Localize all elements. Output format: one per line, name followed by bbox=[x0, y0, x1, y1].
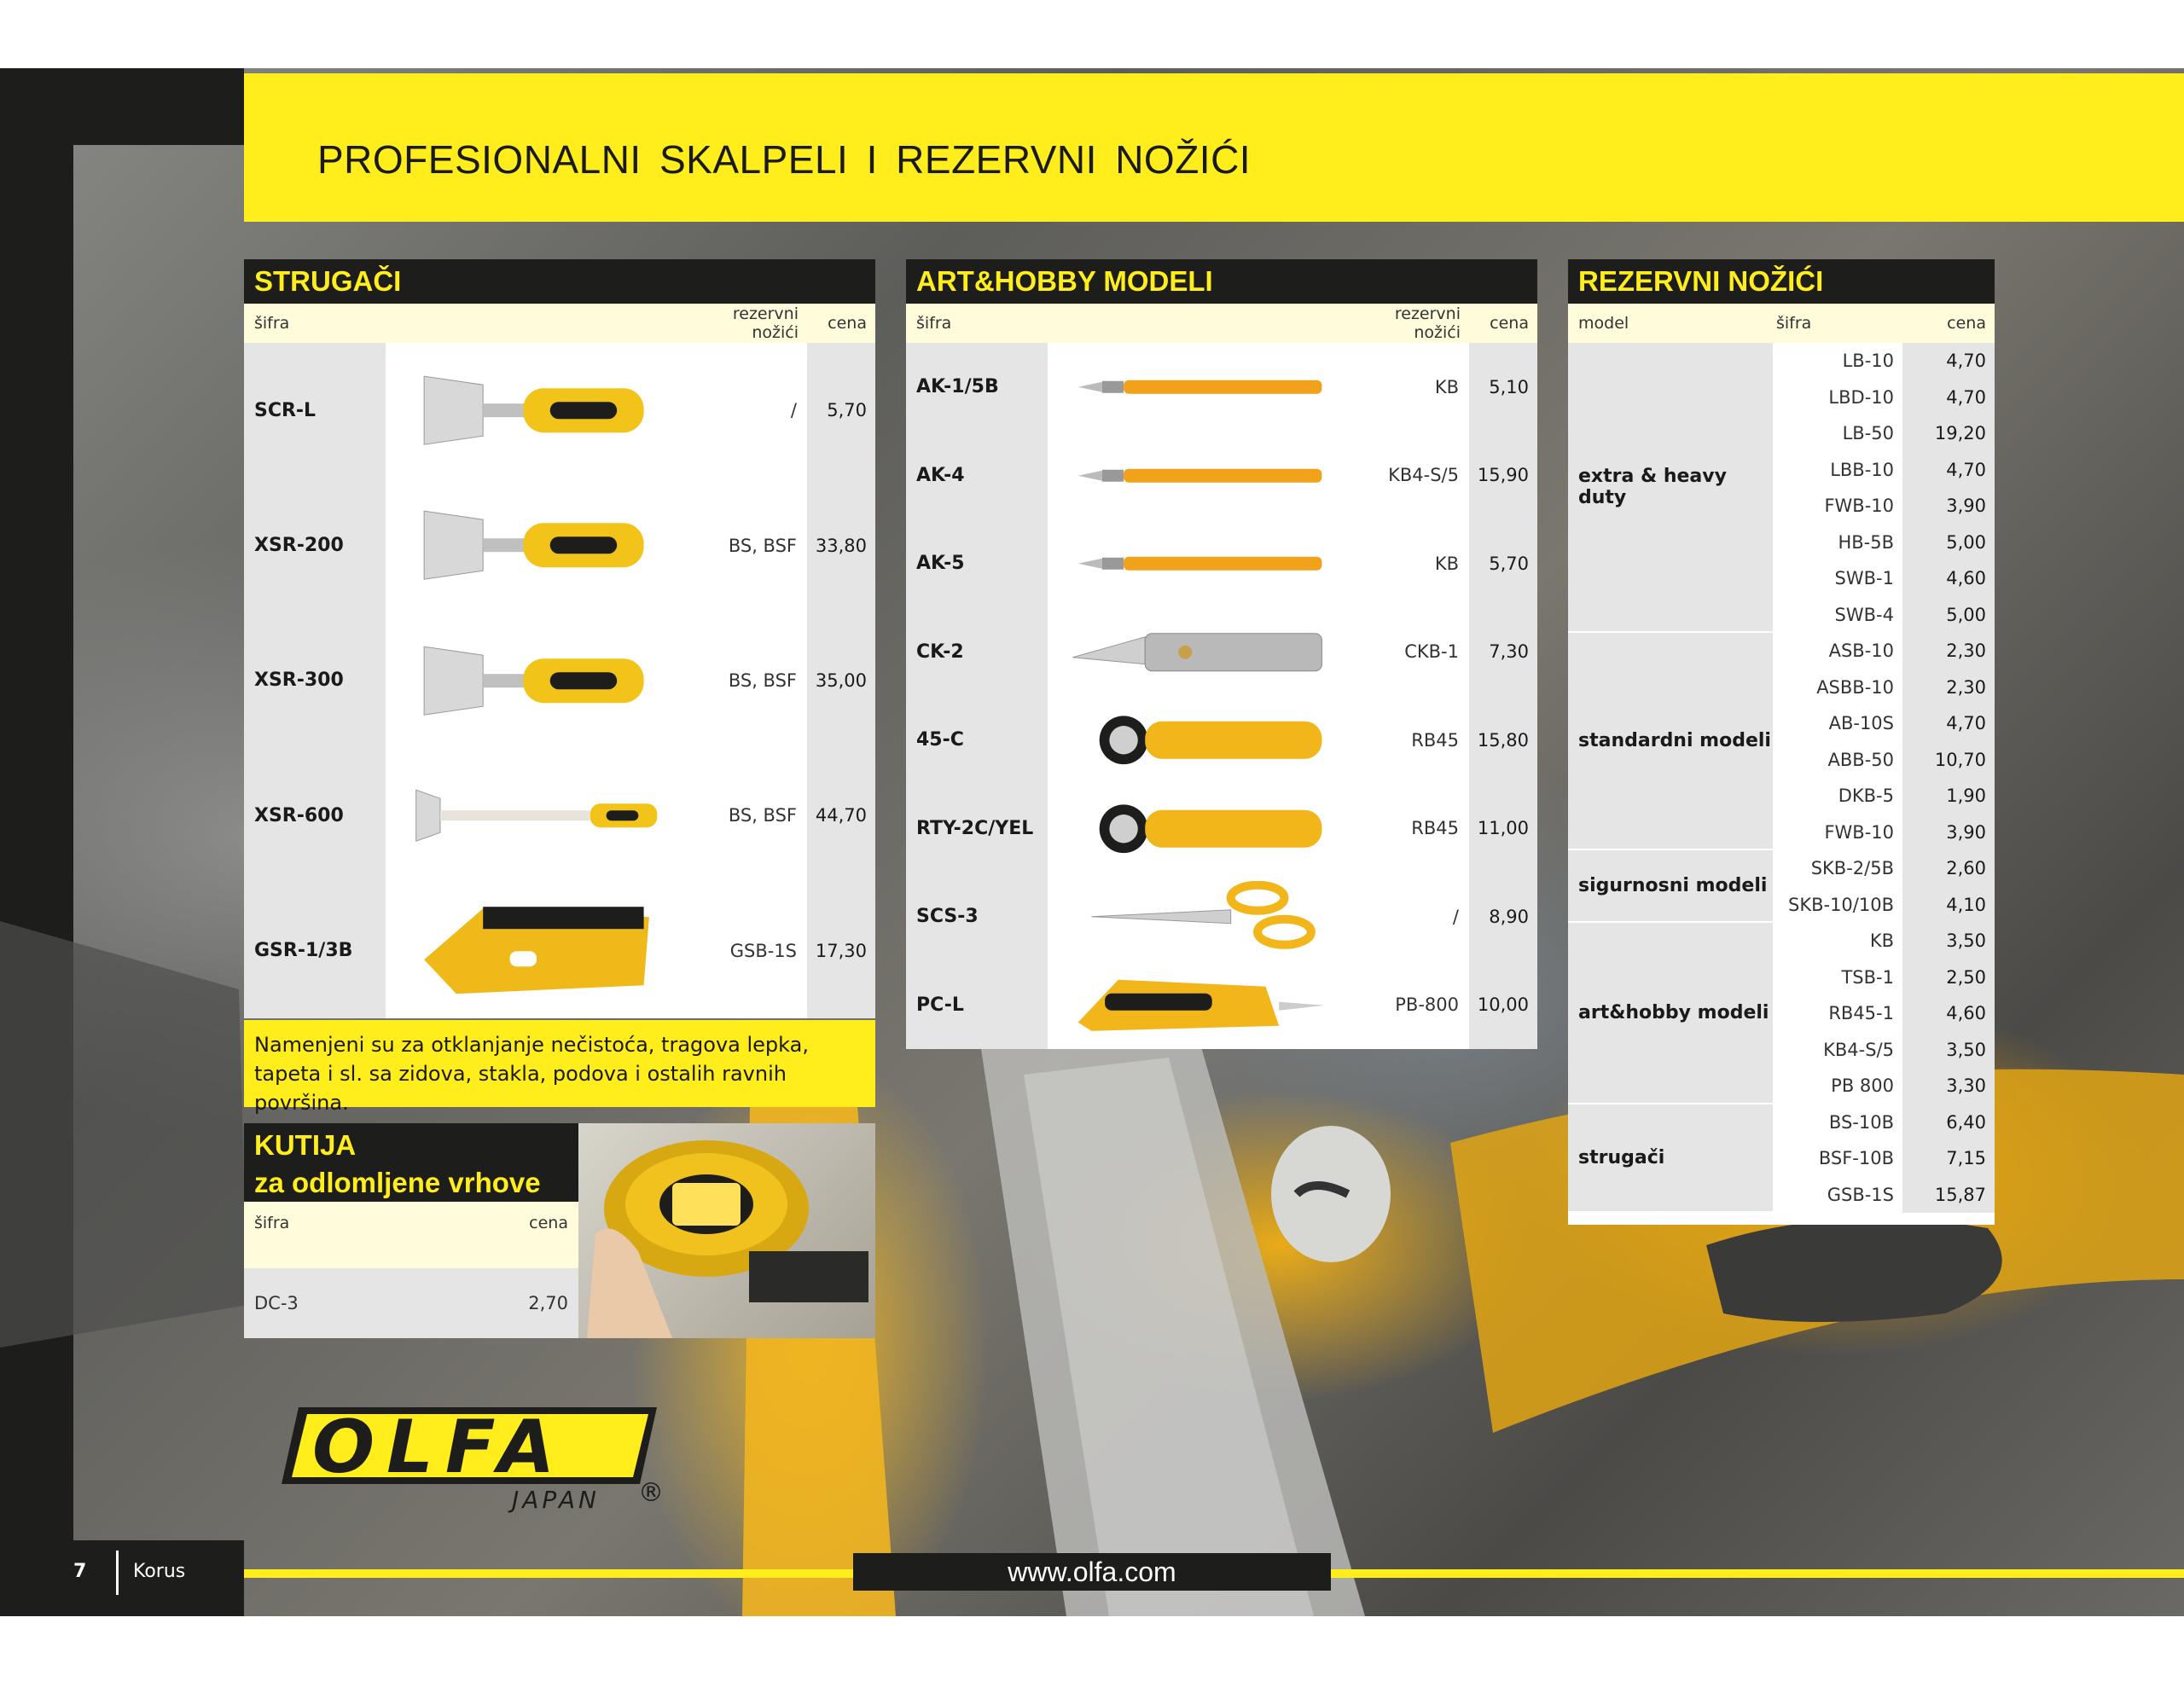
blade-price: 4,70 bbox=[1902, 705, 1995, 742]
product-image bbox=[386, 748, 688, 883]
table-row bbox=[1773, 452, 1995, 489]
kutija-code: DC-3 bbox=[254, 1293, 299, 1313]
strugaci-column-headers bbox=[244, 304, 875, 343]
blade-codes: KB bbox=[1350, 343, 1469, 432]
blade-group bbox=[1568, 633, 1995, 850]
blade-codes: RB45 bbox=[1350, 785, 1469, 873]
product-image bbox=[1048, 696, 1350, 785]
kutija-price: 2,70 bbox=[528, 1293, 568, 1313]
price: 8,90 bbox=[1469, 872, 1537, 961]
blade-code: LBB-10 bbox=[1773, 452, 1902, 489]
blade-codes: KB bbox=[1350, 519, 1469, 608]
scissors-icon bbox=[1065, 881, 1333, 953]
col-sifra: šifra bbox=[254, 314, 290, 333]
blade-price: 2,30 bbox=[1902, 670, 1995, 706]
table-row bbox=[1773, 670, 1995, 706]
blade-group-model: art&hobby modeli bbox=[1568, 923, 1773, 1104]
blade-price: 7,15 bbox=[1902, 1140, 1995, 1177]
blade-price: 10,70 bbox=[1902, 742, 1995, 779]
blade-group-items bbox=[1773, 343, 1995, 633]
blade-group-items bbox=[1773, 850, 1995, 923]
price: 44,70 bbox=[807, 748, 875, 883]
blade-price: 3,90 bbox=[1902, 488, 1995, 525]
art-hobby-panel bbox=[906, 259, 1537, 1117]
art-hobby-title: ART&HOBBY MODELI bbox=[906, 259, 1537, 304]
rotary-cutter-icon bbox=[1065, 793, 1333, 865]
blade-group-model: standardni modeli bbox=[1568, 633, 1773, 850]
table-row bbox=[1773, 995, 1995, 1032]
product-image bbox=[1048, 961, 1350, 1050]
table-row bbox=[244, 478, 875, 612]
table-row bbox=[906, 696, 1537, 785]
glass-scraper-icon bbox=[403, 892, 671, 1010]
rezervni-panel bbox=[1568, 259, 1995, 1225]
header-bar bbox=[244, 73, 2184, 222]
svg-text:®: ® bbox=[638, 1478, 664, 1508]
blade-group bbox=[1568, 850, 1995, 923]
blade-price: 15,87 bbox=[1902, 1177, 1995, 1214]
table-row bbox=[1773, 488, 1995, 525]
table-row bbox=[906, 872, 1537, 961]
product-image bbox=[1048, 872, 1350, 961]
olfa-logo bbox=[282, 1399, 674, 1522]
blade-code: BS-10B bbox=[1773, 1104, 1902, 1141]
blade-price: 4,10 bbox=[1902, 887, 1995, 924]
catalog-page bbox=[0, 68, 2184, 1616]
blade-price: 2,60 bbox=[1902, 850, 1995, 887]
blade-code: PB 800 bbox=[1773, 1068, 1902, 1104]
table-row bbox=[906, 519, 1537, 608]
price: 35,00 bbox=[807, 613, 875, 748]
blade-price: 4,60 bbox=[1902, 560, 1995, 597]
blade-code: FWB-10 bbox=[1773, 815, 1902, 851]
kutija-col-sifra: šifra bbox=[254, 1214, 290, 1232]
blade-group bbox=[1568, 1104, 1995, 1214]
footer-url[interactable]: www.olfa.com bbox=[853, 1553, 1331, 1591]
table-row bbox=[1773, 887, 1995, 924]
blade-group bbox=[1568, 343, 1995, 633]
kutija-col-cena: cena bbox=[529, 1214, 568, 1232]
table-row bbox=[1773, 1177, 1995, 1214]
art-knife-icon bbox=[1065, 528, 1333, 600]
table-row bbox=[1773, 1032, 1995, 1069]
blade-code: SKB-10/10B bbox=[1773, 887, 1902, 924]
blade-price: 1,90 bbox=[1902, 778, 1995, 815]
col-rezervni: rezervni nožići bbox=[732, 304, 799, 342]
blade-group-model: extra & heavy duty bbox=[1568, 343, 1773, 633]
product-code: XSR-200 bbox=[244, 478, 386, 612]
blade-code: ABB-50 bbox=[1773, 742, 1902, 779]
plastic-cutter-icon bbox=[1065, 970, 1333, 1041]
product-code: AK-4 bbox=[906, 432, 1048, 520]
table-row bbox=[1773, 742, 1995, 779]
blade-codes: PB-800 bbox=[1350, 961, 1469, 1050]
svg-text:OLFA: OLFA bbox=[312, 1405, 567, 1490]
table-row bbox=[1773, 850, 1995, 887]
price: 7,30 bbox=[1469, 608, 1537, 697]
table-row bbox=[1773, 1140, 1995, 1177]
product-code: AK-1/5B bbox=[906, 343, 1048, 432]
price: 11,00 bbox=[1469, 785, 1537, 873]
blade-code: BSF-10B bbox=[1773, 1140, 1902, 1177]
page-number: 7 bbox=[73, 1561, 87, 1582]
price: 15,80 bbox=[1469, 696, 1537, 785]
table-row bbox=[244, 748, 875, 883]
blade-price: 5,00 bbox=[1902, 525, 1995, 561]
blade-code: GSB-1S bbox=[1773, 1177, 1902, 1214]
table-row bbox=[1773, 525, 1995, 561]
price: 33,80 bbox=[807, 478, 875, 612]
rezervni-column-headers bbox=[1568, 304, 1995, 343]
blade-box-icon bbox=[578, 1123, 875, 1338]
product-code: XSR-300 bbox=[244, 613, 386, 748]
product-image bbox=[1048, 343, 1350, 432]
col-model: model bbox=[1578, 314, 1629, 333]
product-image bbox=[1048, 432, 1350, 520]
kutija-title-line1: KUTIJA bbox=[254, 1129, 357, 1161]
blade-price: 4,70 bbox=[1902, 452, 1995, 489]
blade-price: 19,20 bbox=[1902, 415, 1995, 452]
table-row bbox=[906, 785, 1537, 873]
blade-code: KB4-S/5 bbox=[1773, 1032, 1902, 1069]
product-code: PC-L bbox=[906, 961, 1048, 1050]
product-image bbox=[386, 478, 688, 612]
blade-price: 3,50 bbox=[1902, 923, 1995, 959]
col-cena: cena bbox=[1490, 314, 1529, 333]
blade-codes: GSB-1S bbox=[688, 884, 807, 1018]
product-code: GSR-1/3B bbox=[244, 884, 386, 1018]
product-code: 45-C bbox=[906, 696, 1048, 785]
col-rezervni: rezervni nožići bbox=[1394, 304, 1461, 342]
strugaci-panel bbox=[244, 259, 875, 1129]
blade-price: 5,00 bbox=[1902, 597, 1995, 634]
blade-codes: BS, BSF bbox=[688, 478, 807, 612]
kutija-title bbox=[244, 1123, 578, 1202]
table-row bbox=[244, 1268, 578, 1338]
blade-code: FWB-10 bbox=[1773, 488, 1902, 525]
blade-code: SKB-2/5B bbox=[1773, 850, 1902, 887]
kutija-table bbox=[244, 1123, 578, 1338]
blade-codes: RB45 bbox=[1350, 696, 1469, 785]
product-image bbox=[386, 613, 688, 748]
table-row bbox=[1773, 597, 1995, 634]
blade-code: DKB-5 bbox=[1773, 778, 1902, 815]
blade-price: 3,50 bbox=[1902, 1032, 1995, 1069]
blade-code: AB-10S bbox=[1773, 705, 1902, 742]
product-code: SCR-L bbox=[244, 343, 386, 478]
blade-price: 4,60 bbox=[1902, 995, 1995, 1032]
product-code: CK-2 bbox=[906, 608, 1048, 697]
blade-code: ASB-10 bbox=[1773, 633, 1902, 670]
table-row bbox=[906, 432, 1537, 520]
product-image bbox=[1048, 519, 1350, 608]
rotary-cutter-icon bbox=[1065, 704, 1333, 776]
kutija-column-headers bbox=[244, 1202, 578, 1268]
table-row bbox=[906, 961, 1537, 1050]
blade-price: 3,90 bbox=[1902, 815, 1995, 851]
blade-code: KB bbox=[1773, 923, 1902, 959]
blade-group-model: strugači bbox=[1568, 1104, 1773, 1214]
product-code: AK-5 bbox=[906, 519, 1048, 608]
price: 5,70 bbox=[807, 343, 875, 478]
blade-code: LB-10 bbox=[1773, 343, 1902, 380]
art-knife-icon bbox=[1065, 351, 1333, 423]
product-code: XSR-600 bbox=[244, 748, 386, 883]
table-row bbox=[1773, 959, 1995, 996]
svg-text:JAPAN: JAPAN bbox=[512, 1486, 601, 1514]
scraper-icon bbox=[403, 622, 671, 739]
long-scraper-icon bbox=[403, 757, 671, 874]
blade-code: LB-50 bbox=[1773, 415, 1902, 452]
page-title: PROFESIONALNI SKALPELI I REZERVNI NOŽIĆI bbox=[317, 137, 1252, 182]
table-row bbox=[1773, 380, 1995, 416]
kutija-title-line2: za odlomljene vrhove bbox=[254, 1167, 541, 1198]
blade-codes: BS, BSF bbox=[688, 613, 807, 748]
blade-code: RB45-1 bbox=[1773, 995, 1902, 1032]
blade-code: SWB-4 bbox=[1773, 597, 1902, 634]
price: 17,30 bbox=[807, 884, 875, 1018]
olfa-logo-icon bbox=[282, 1399, 674, 1518]
blade-group-items bbox=[1773, 633, 1995, 850]
table-row bbox=[1773, 923, 1995, 959]
price: 5,70 bbox=[1469, 519, 1537, 608]
page-separator bbox=[116, 1551, 119, 1595]
table-row bbox=[244, 613, 875, 748]
table-row bbox=[1773, 815, 1995, 851]
blade-codes: / bbox=[688, 343, 807, 478]
blade-price: 4,70 bbox=[1902, 343, 1995, 380]
price: 10,00 bbox=[1469, 961, 1537, 1050]
kutija-panel bbox=[244, 1123, 875, 1338]
col-cena: cena bbox=[828, 314, 867, 333]
blade-price: 2,30 bbox=[1902, 633, 1995, 670]
col-cena: cena bbox=[1947, 314, 1986, 333]
table-row bbox=[1773, 705, 1995, 742]
blade-codes: KB4-S/5 bbox=[1350, 432, 1469, 520]
cutter-knife-icon bbox=[1065, 617, 1333, 688]
col-sifra: šifra bbox=[1776, 314, 1812, 333]
blade-codes: / bbox=[1350, 872, 1469, 961]
blade-code: LBD-10 bbox=[1773, 380, 1902, 416]
price: 15,90 bbox=[1469, 432, 1537, 520]
blade-code: ASBB-10 bbox=[1773, 670, 1902, 706]
table-row bbox=[244, 343, 875, 478]
blade-code: HB-5B bbox=[1773, 525, 1902, 561]
blade-group-items bbox=[1773, 923, 1995, 1104]
table-row bbox=[906, 343, 1537, 432]
table-row bbox=[244, 884, 875, 1018]
rezervni-title: REZERVNI NOŽIĆI bbox=[1568, 259, 1995, 304]
strugaci-title: STRUGAČI bbox=[244, 259, 875, 304]
product-image bbox=[1048, 608, 1350, 697]
blade-code: TSB-1 bbox=[1773, 959, 1902, 996]
table-row bbox=[1773, 633, 1995, 670]
blade-group-items bbox=[1773, 1104, 1995, 1214]
table-row bbox=[906, 608, 1537, 697]
product-image bbox=[386, 343, 688, 478]
col-sifra: šifra bbox=[916, 314, 952, 333]
blade-code: SWB-1 bbox=[1773, 560, 1902, 597]
blade-price: 4,70 bbox=[1902, 380, 1995, 416]
blade-price: 6,40 bbox=[1902, 1104, 1995, 1141]
kutija-photo bbox=[578, 1123, 875, 1338]
blade-price: 3,30 bbox=[1902, 1068, 1995, 1104]
art-knife-icon bbox=[1065, 440, 1333, 512]
product-code: RTY-2C/YEL bbox=[906, 785, 1048, 873]
product-code: SCS-3 bbox=[906, 872, 1048, 961]
table-row bbox=[1773, 343, 1995, 380]
page-brand: Korus bbox=[133, 1561, 186, 1582]
table-row bbox=[1773, 778, 1995, 815]
scraper-icon bbox=[403, 351, 671, 469]
table-row bbox=[1773, 1068, 1995, 1104]
table-row bbox=[1773, 560, 1995, 597]
blade-codes: BS, BSF bbox=[688, 748, 807, 883]
scraper-icon bbox=[403, 486, 671, 604]
blade-group-model: sigurnosni modeli bbox=[1568, 850, 1773, 923]
price: 5,10 bbox=[1469, 343, 1537, 432]
art-hobby-column-headers bbox=[906, 304, 1537, 343]
footer-left-block bbox=[0, 1540, 244, 1616]
blade-codes: CKB-1 bbox=[1350, 608, 1469, 697]
table-row bbox=[1773, 1104, 1995, 1141]
table-row bbox=[1773, 415, 1995, 452]
strugaci-note: Namenjeni su za otklanjanje nečistoća, tragova lepka, tapeta i sl. sa zidova, stakla, podova i ostalih ravnih površina. bbox=[244, 1020, 875, 1097]
blade-group bbox=[1568, 923, 1995, 1104]
blade-price: 2,50 bbox=[1902, 959, 1995, 996]
product-image bbox=[386, 884, 688, 1018]
product-image bbox=[1048, 785, 1350, 873]
